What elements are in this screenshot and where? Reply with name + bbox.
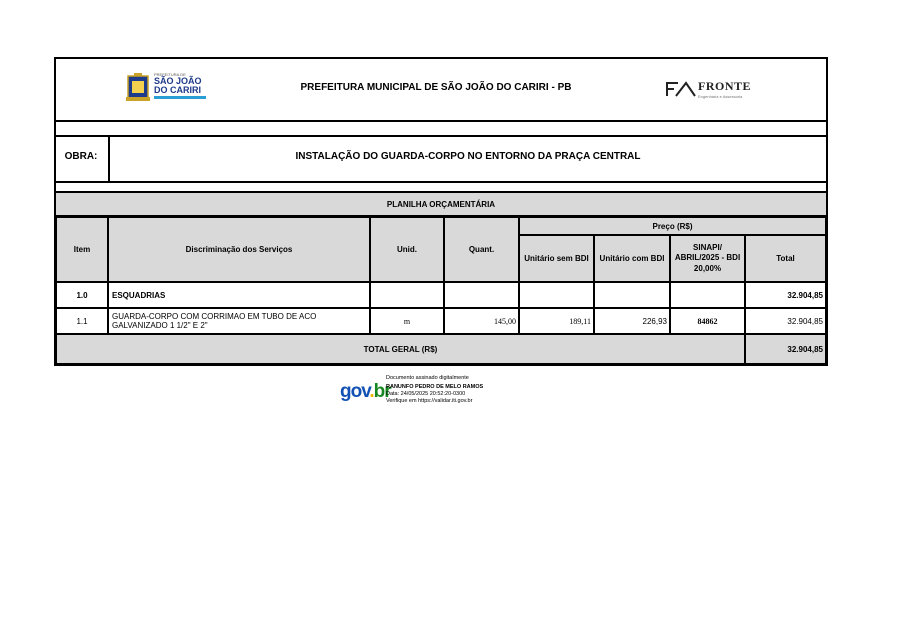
signature-verify: Verifique em https://validar.iti.gov.br	[386, 397, 473, 404]
municipality-logo	[126, 73, 226, 105]
row-com-bdi: 226,93	[594, 308, 670, 334]
row-sem-bdi: 189,11	[519, 308, 594, 334]
row-quant: 145,00	[444, 308, 519, 334]
col-preco: Preço (R$)	[519, 217, 826, 235]
col-desc: Discriminação dos Serviços	[108, 217, 370, 282]
col-total: Total	[745, 235, 826, 282]
fronte-subtitle: Engenharia e Assessoria	[698, 94, 743, 99]
row-unid: m	[370, 308, 444, 334]
col-sem-bdi: Unitário sem BDI	[519, 235, 594, 282]
group-desc: ESQUADRIAS	[108, 282, 370, 308]
signature-date: Data: 24/05/2025 20:52:20-0300	[386, 390, 466, 397]
header-title: PREFEITURA MUNICIPAL DE SÃO JOÃO DO CARIRI - PB	[300, 82, 572, 93]
obra-label: OBRA:	[64, 151, 98, 162]
fronte-logo	[666, 79, 776, 103]
row-desc: GUARDA-CORPO COM CORRIMAO EM TUBO DE ACO GALVANIZADO 1 1/2" E 2"	[108, 308, 370, 334]
group-sinapi	[670, 282, 745, 308]
fronte-icon	[666, 81, 696, 97]
fronte-name: FRONTE	[698, 79, 752, 93]
coat-of-arms-icon	[126, 73, 150, 103]
header-row	[56, 59, 826, 120]
group-com-bdi	[594, 282, 670, 308]
planilha-title	[56, 193, 826, 215]
col-sinapi: SINAPI/ ABRIL/2025 - BDI 20,00%	[670, 235, 745, 282]
group-item: 1.0	[56, 282, 108, 308]
row-item: 1.1	[56, 308, 108, 334]
group-total: 32.904,85	[745, 282, 826, 308]
total-value: 32.904,85	[745, 334, 826, 364]
group-sem-bdi	[519, 282, 594, 308]
col-unid: Unid.	[370, 217, 444, 282]
logo-line2: SÃO JOÃO	[154, 76, 202, 86]
col-quant: Quant.	[444, 217, 519, 282]
signature-line1: Documento assinado digitalmente	[386, 375, 469, 381]
group-unid	[370, 282, 444, 308]
logo-line1: PREFEITURA DE	[154, 72, 186, 77]
col-com-bdi: Unitário com BDI	[594, 235, 670, 282]
col-item: Item	[56, 217, 108, 282]
govbr-logo: gov.br	[340, 381, 391, 402]
logo-line3: DO CARIRI	[154, 85, 201, 95]
total-label: TOTAL GERAL (R$)	[56, 334, 745, 364]
logo-stripe	[154, 96, 206, 99]
planilha-title-text: PLANILHA ORÇAMENTÁRIA	[386, 199, 496, 209]
signature-signer: RANUNFO PEDRO DE MELO RAMOS	[386, 383, 484, 390]
row-total: 32.904,85	[745, 308, 826, 334]
obra-value: INSTALAÇÃO DO GUARDA-CORPO NO ENTORNO DA PRAÇA CENTRAL	[295, 151, 641, 162]
digital-signature	[340, 375, 510, 413]
group-quant	[444, 282, 519, 308]
row-sinapi: 84862	[670, 308, 745, 334]
